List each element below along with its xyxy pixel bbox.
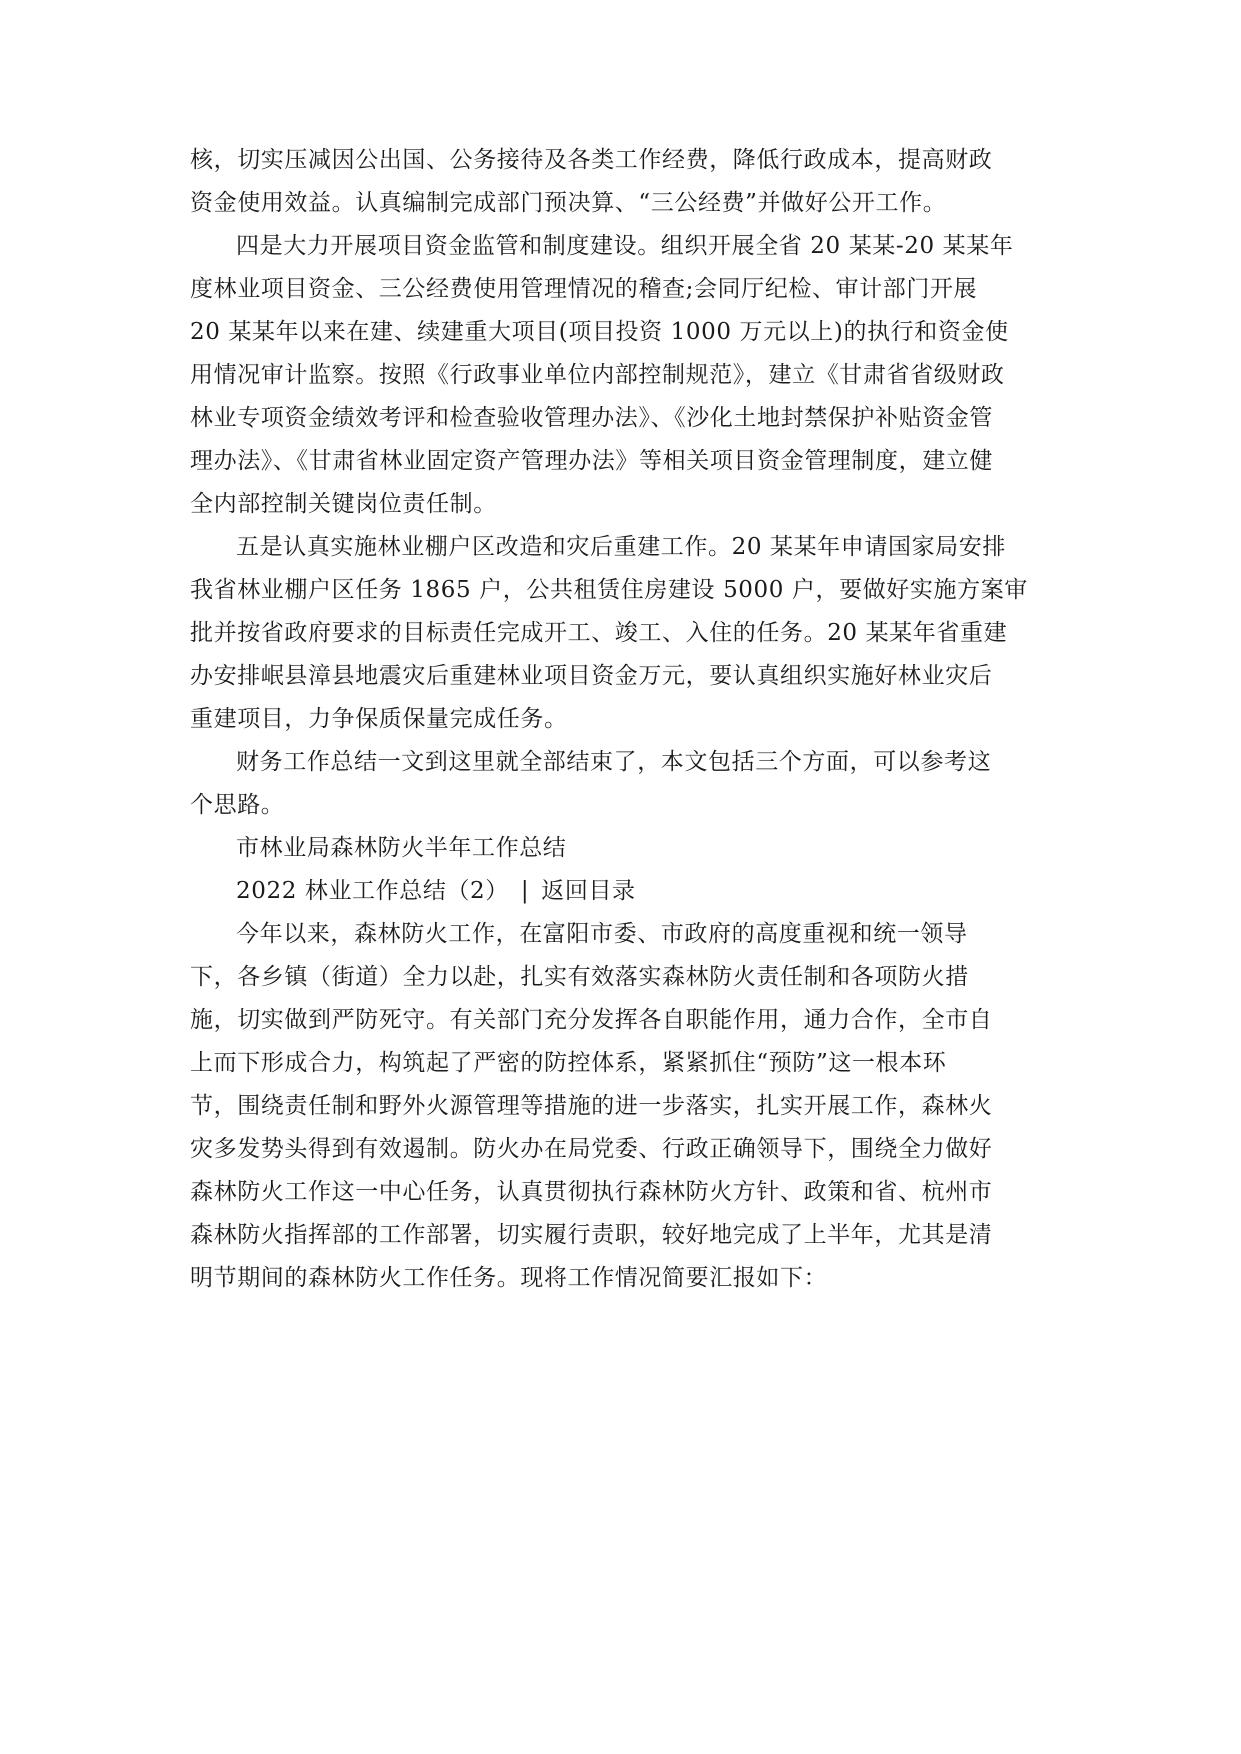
paragraph-line: 上而下形成合力，构筑起了严密的防控体系，紧紧抓住“预防”这一根本环 bbox=[190, 1050, 947, 1076]
paragraph-line: 重建项目，力争保质保量完成任务。 bbox=[190, 706, 568, 732]
paragraph-line: 森林防火工作这一中心任务，认真贯彻执行森林防火方针、政策和省、杭州市 bbox=[190, 1179, 993, 1205]
paragraph-line: 核，切实压减因公出国、公务接待及各类工作经费，降低行政成本，提高财政 bbox=[190, 147, 993, 173]
back-to-contents-link[interactable]: 返回目录 bbox=[541, 878, 636, 904]
paragraph-line: 节，围绕责任制和野外火源管理等措施的进一步落实，扎实开展工作，森林火 bbox=[190, 1093, 993, 1119]
nav-line bbox=[236, 871, 636, 911]
paragraph-line: 森林防火指挥部的工作部署，切实履行责职，较好地完成了上半年，尤其是清 bbox=[190, 1222, 993, 1248]
paragraph-line: 今年以来，森林防火工作，在富阳市委、市政府的高度重视和统一领导 bbox=[236, 921, 968, 947]
paragraph-line: 四是大力开展项目资金监管和制度建设。组织开展全省 20 某某-20 某某年 bbox=[236, 233, 1014, 259]
paragraph-line: 财务工作总结一文到这里就全部结束了，本文包括三个方面，可以参考这 bbox=[236, 749, 992, 775]
paragraph-line: 理办法》、《甘肃省林业固定资产管理办法》等相关项目资金管理制度，建立健 bbox=[190, 448, 993, 474]
paragraph-line: 资金使用效益。认真编制完成部门预决算、“三公经费”并做好公开工作。 bbox=[190, 190, 947, 216]
nav-separator: | bbox=[520, 878, 530, 904]
paragraph-line: 五是认真实施林业棚户区改造和灾后重建工作。20 某某年申请国家局安排 bbox=[236, 534, 1006, 560]
paragraph-line: 办安排岷县漳县地震灾后重建林业项目资金万元，要认真组织实施好林业灾后 bbox=[190, 663, 993, 689]
nav-title: 2022 林业工作总结（2） bbox=[236, 878, 509, 904]
paragraph-line: 全内部控制关键岗位责任制。 bbox=[190, 491, 497, 517]
paragraph-line: 林业专项资金绩效考评和检查验收管理办法》、《沙化土地封禁保护补贴资金管 bbox=[190, 405, 993, 431]
paragraph-line: 批并按省政府要求的目标责任完成开工、竣工、入住的任务。20 某某年省重建 bbox=[190, 620, 1008, 646]
paragraph-line: 个思路。 bbox=[190, 792, 285, 818]
paragraph-line: 我省林业棚户区任务 1865 户，公共租赁住房建设 5000 户，要做好实施方案审 bbox=[190, 577, 1028, 603]
paragraph-line: 明节期间的森林防火工作任务。现将工作情况简要汇报如下： bbox=[190, 1265, 828, 1291]
section-title: 市林业局森林防火半年工作总结 bbox=[236, 835, 567, 861]
paragraph-line: 度林业项目资金、三公经费使用管理情况的稽查;会同厅纪检、审计部门开展 bbox=[190, 276, 978, 302]
paragraph-line: 下，各乡镇（街道）全力以赴，扎实有效落实森林防火责任制和各项防火措 bbox=[190, 964, 969, 990]
paragraph-line: 灾多发势头得到有效遏制。防火办在局党委、行政正确领导下，围绕全力做好 bbox=[190, 1136, 993, 1162]
paragraph-line: 施，切实做到严防死守。有关部门充分发挥各自职能作用，通力合作，全市自 bbox=[190, 1007, 993, 1033]
paragraph-line: 20 某某年以来在建、续建重大项目(项目投资 1000 万元以上)的执行和资金使 bbox=[190, 319, 1009, 345]
paragraph-line: 用情况审计监察。按照《行政事业单位内部控制规范》，建立《甘肃省省级财政 bbox=[190, 362, 1005, 388]
